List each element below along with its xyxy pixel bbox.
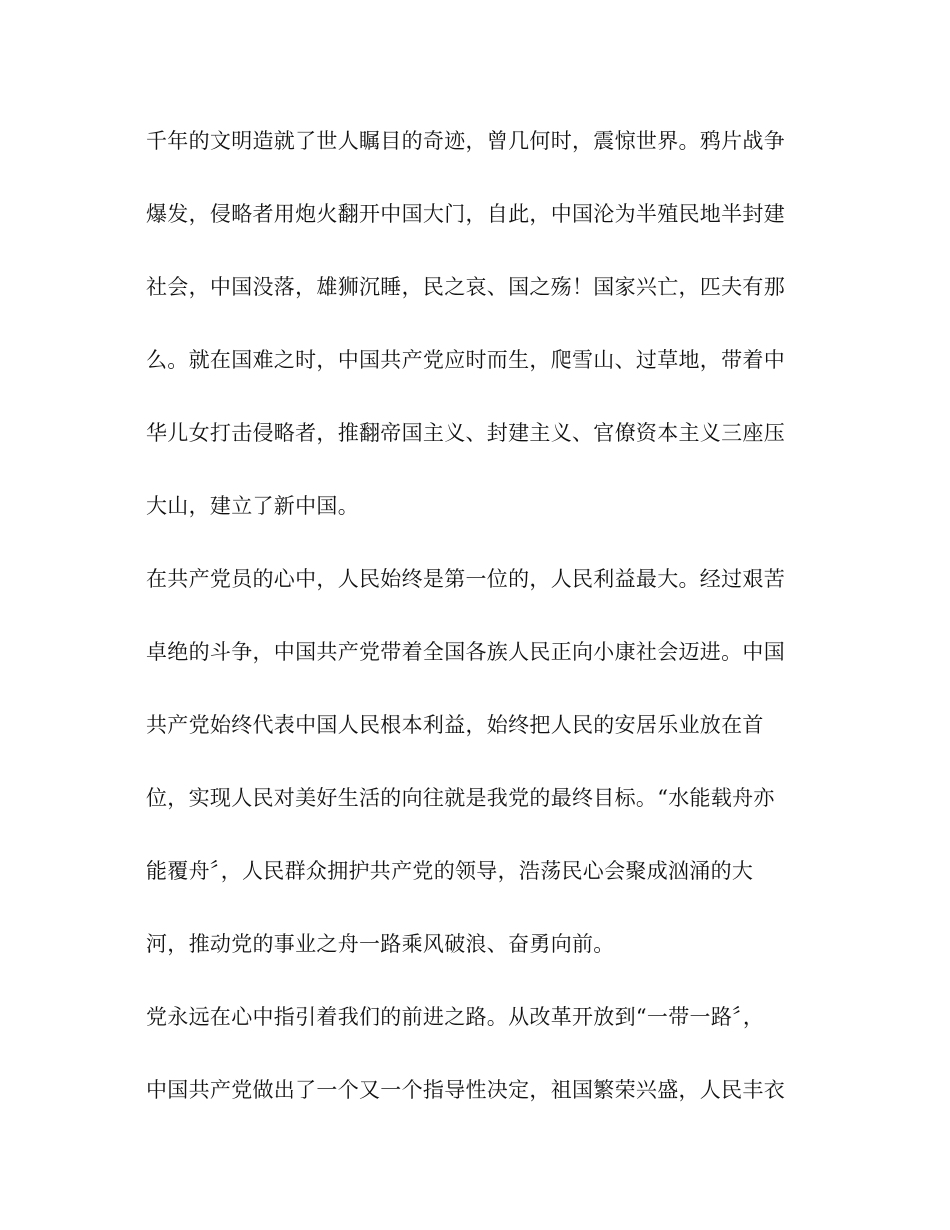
text-line: 位，实现人民对美好生活的向往就是我党的最终目标。“水能载舟亦 — [146, 786, 775, 810]
text-line: 党永远在心中指引着我们的前进之路。从改革开放到“一带一路〞， — [146, 1005, 765, 1029]
text-line: 中国共产党做出了一个又一个指导性决定，祖国繁荣兴盛，人民丰衣 — [146, 1078, 785, 1102]
text-line: 社会，中国没落，雄狮沉睡，民之哀、国之殇！国家兴亡，匹夫有那 — [146, 275, 785, 299]
text-line: 卓绝的斗争，中国共产党带着全国各族人民正向小康社会迈进。中国 — [146, 640, 785, 664]
text-line: 千年的文明造就了世人瞩目的奇迹，曾几何时，震惊世界。鸦片战争 — [146, 129, 785, 153]
text-line: 河，推动党的事业之舟一路乘风破浪、奋勇向前。 — [146, 932, 615, 956]
text-line: 共产党始终代表中国人民根本利益，始终把人民的安居乐业放在首 — [146, 713, 764, 737]
text-line: 么。就在国难之时，中国共产党应时而生，爬雪山、过草地，带着中 — [146, 348, 785, 372]
text-line: 大山，建立了新中国。 — [146, 494, 359, 518]
text-line: 华儿女打击侵略者，推翻帝国主义、封建主义、官僚资本主义三座压 — [146, 421, 785, 445]
text-line: 能覆舟〞，人民群众拥护共产党的领导，浩荡民心会聚成汹涌的大 — [146, 859, 754, 883]
text-line: 在共产党员的心中，人民始终是第一位的，人民利益最大。经过艰苦 — [146, 567, 785, 591]
text-line: 爆发，侵略者用炮火翻开中国大门，自此，中国沦为半殖民地半封建 — [146, 202, 785, 226]
